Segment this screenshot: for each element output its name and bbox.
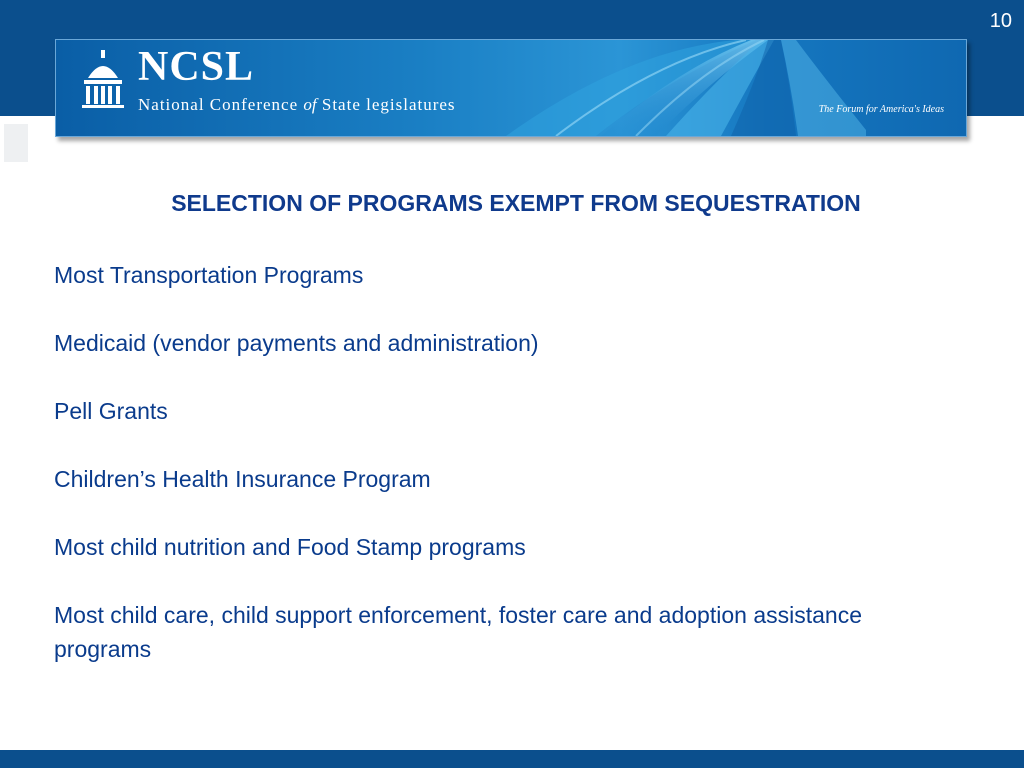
org-name-part2: State legislatures [321, 95, 456, 114]
org-name-of: of [303, 95, 317, 114]
program-item: Children’s Health Insurance Program [54, 466, 431, 492]
tagline: The Forum for America's Ideas [818, 104, 944, 115]
ncsl-full-name [138, 96, 456, 113]
program-list [54, 258, 954, 700]
org-name-part1: National Conference [138, 95, 299, 114]
side-tab [4, 124, 28, 162]
capitol-dome-icon [80, 48, 126, 110]
program-item: Medicaid (vendor payments and administration) [54, 330, 539, 356]
bottom-bar [0, 750, 1024, 768]
capitol-dome-graphic [506, 40, 866, 136]
program-item: Most child care, child support enforcement, foster care and adoption assistance programs [54, 602, 862, 662]
slide-number: 10 [989, 10, 1012, 32]
ncsl-banner [55, 39, 967, 137]
ncsl-logo-title: NCSL [138, 44, 255, 90]
program-item: Most child nutrition and Food Stamp programs [54, 534, 526, 560]
slide-title: SELECTION OF PROGRAMS EXEMPT FROM SEQUESTRATION [171, 190, 861, 216]
program-item: Pell Grants [54, 398, 168, 424]
program-item: Most Transportation Programs [54, 262, 364, 288]
